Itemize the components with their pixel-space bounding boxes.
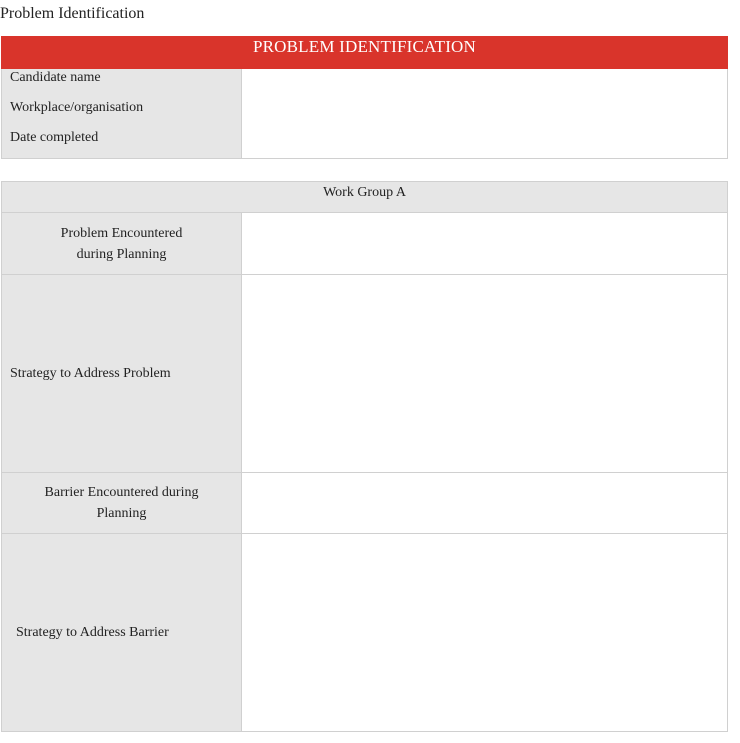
date-completed-value[interactable]: [243, 129, 727, 158]
work-group-header: Work Group A: [2, 182, 727, 213]
candidate-name-label: Candidate name: [10, 70, 101, 85]
page-title: Problem Identification: [0, 5, 145, 22]
problem-encountered-label-cell: [2, 213, 242, 274]
barrier-encountered-value[interactable]: [243, 473, 727, 533]
barrier-encountered-label-line1: Barrier Encountered during: [44, 485, 199, 500]
problem-encountered-label-line1: Problem Encountered: [60, 225, 183, 241]
barrier-encountered-label: [2, 482, 241, 524]
workplace-organisation-value[interactable]: [243, 99, 727, 129]
date-completed-label: Date completed: [10, 130, 99, 145]
table-row: [2, 534, 727, 731]
strategy-barrier-value[interactable]: [243, 534, 727, 731]
identification-label-column: [2, 69, 242, 158]
problem-encountered-label: [2, 223, 241, 265]
strategy-problem-label: Strategy to Address Problem: [10, 366, 171, 381]
identification-table: [1, 36, 728, 159]
barrier-encountered-label-cell: [2, 473, 242, 533]
table-row: [2, 275, 727, 473]
identification-table-header: PROBLEM IDENTIFICATION: [1, 36, 728, 69]
table-row: [2, 473, 727, 534]
workplace-organisation-label: Workplace/organisation: [10, 100, 144, 115]
strategy-problem-value[interactable]: [243, 275, 727, 472]
problem-encountered-label-line2: during Planning: [76, 246, 167, 262]
table-row: [2, 213, 727, 275]
problem-encountered-value[interactable]: [243, 213, 727, 274]
work-group-table: [1, 181, 728, 732]
barrier-encountered-label-line2: Planning: [96, 506, 147, 521]
strategy-barrier-label-cell: [2, 534, 242, 731]
strategy-barrier-label: Strategy to Address Barrier: [16, 625, 169, 640]
strategy-problem-label-cell: [2, 275, 242, 472]
identification-value-area[interactable]: [243, 69, 727, 158]
candidate-name-value[interactable]: [243, 69, 727, 99]
